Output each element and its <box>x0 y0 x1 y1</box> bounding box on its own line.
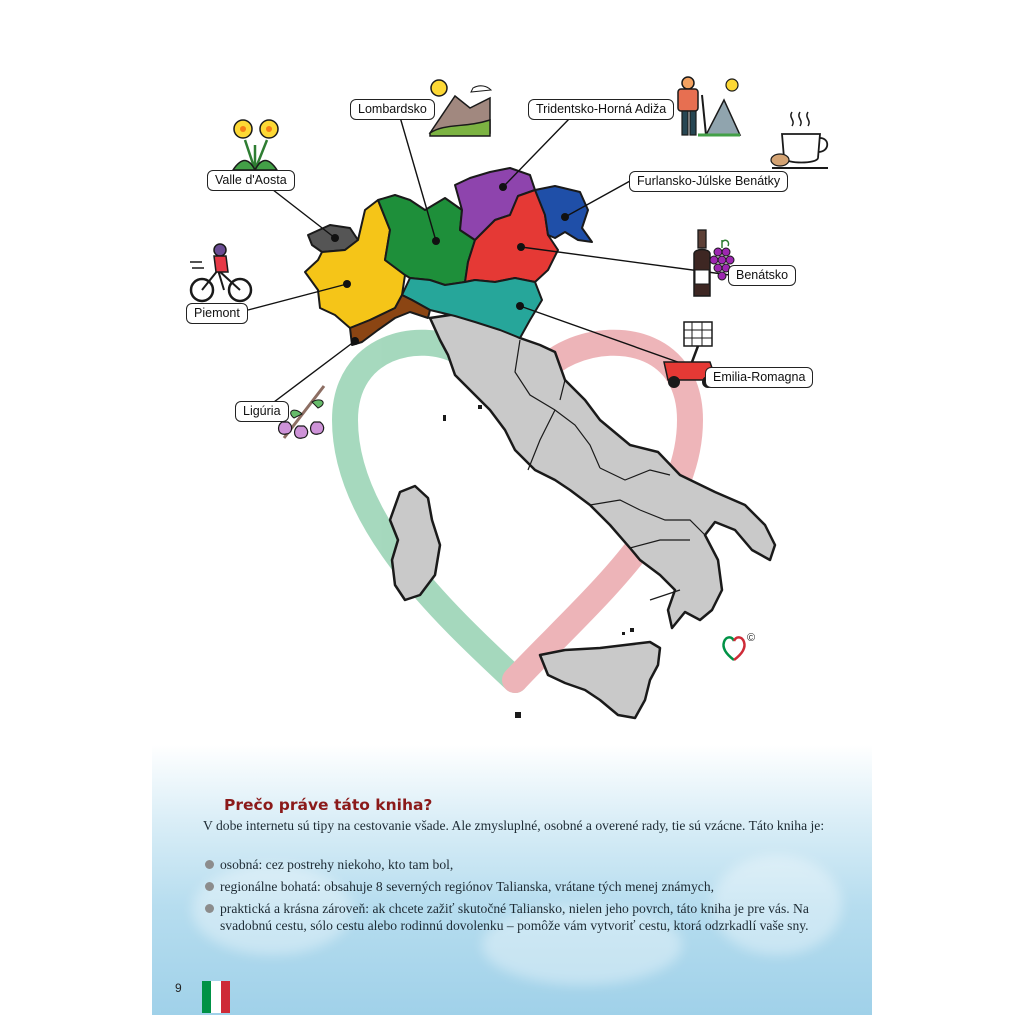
list-item-text: regionálne bohatá: obsahuje 8 severných regiónov Talianska, vrátane tých menej známych, <box>220 879 715 894</box>
coffee-icon <box>771 112 828 168</box>
cyclist-icon <box>190 244 251 301</box>
flag-stripe-green <box>202 981 211 1013</box>
bullet-icon <box>205 904 214 913</box>
label-benatsko: Benátsko <box>728 265 796 286</box>
label-emilia: Emilia-Romagna <box>705 367 813 388</box>
wine-icon <box>694 230 734 296</box>
label-valle-daosta: Valle d'Aosta <box>207 170 295 191</box>
label-lombardsko: Lombardsko <box>350 99 435 120</box>
mountain-icon <box>430 80 491 136</box>
label-piemont: Piemont <box>186 303 248 324</box>
list-item <box>203 856 843 873</box>
section-heading: Prečo práve táto kniha? <box>224 796 433 814</box>
list-item-text: praktická a krásna zároveň: ak chcete zažiť skutočné Taliansko, nielen jeho povrch, táto kniha je pre vás. Na svadobnú cestu, sólo cestu alebo rodinnú dovolenku – pomôže vám vytvoriť cestu, ktorá odzrkadlí vaše sny. <box>220 901 809 933</box>
list-item-text: osobná: cez postrehy niekoho, kto tam bol, <box>220 857 454 872</box>
label-friuli: Furlansko-Júlske Benátky <box>629 171 788 192</box>
italian-flag-icon <box>202 981 230 1013</box>
copyright-mark: © <box>747 632 756 644</box>
heart-logo-icon <box>723 637 744 660</box>
label-liguria: Ligúria <box>235 401 289 422</box>
intro-paragraph: V dobe internetu sú tipy na cestovanie všade. Ale zmysluplné, osobné a overené rady, tie sú vzácne. Táto kniha je: <box>203 818 825 833</box>
flag-stripe-red <box>221 981 230 1013</box>
reasons-list <box>203 856 843 939</box>
page-number: 9 <box>175 981 182 995</box>
bullet-icon <box>205 860 214 869</box>
flowers-icon <box>233 120 278 170</box>
hiker-icon <box>678 77 740 135</box>
label-trentino: Tridentsko-Horná Adiža <box>528 99 674 120</box>
list-item <box>203 878 843 895</box>
list-item <box>203 900 843 934</box>
bullet-icon <box>205 882 214 891</box>
flag-stripe-white <box>211 981 220 1013</box>
